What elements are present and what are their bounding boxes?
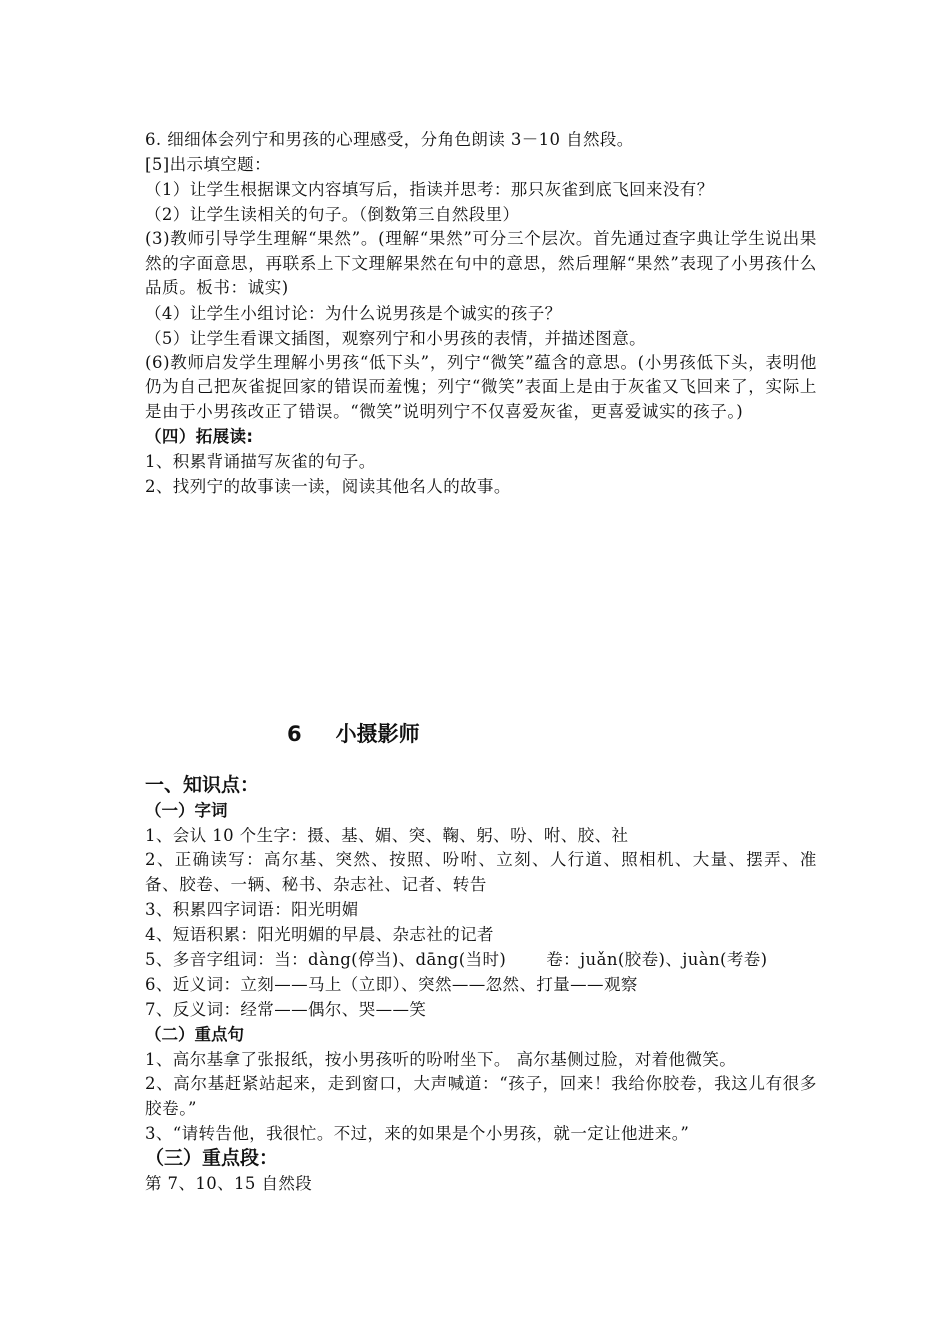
knowledge-section [145, 772, 817, 1196]
sentence-1: 1、高尔基拿了张报纸，按小男孩听的吩咐坐下。 高尔基侧过脸，对着他微笑。 [145, 1050, 737, 1069]
fill-blank-item-5: （5）让学生看课文插图，观察列宁和小男孩的表情，并描述图意。 [145, 328, 646, 348]
lesson-number: 6 [287, 722, 302, 746]
sentences-heading: （二）重点句 [145, 1025, 244, 1044]
words-heading: （一）字词 [145, 801, 228, 820]
extension-item-2: 2、找列宁的故事读一读，阅读其他名人的故事。 [145, 477, 511, 496]
key-paragraphs: 第 7、10、15 自然段 [145, 1174, 313, 1193]
words-item-5 [145, 947, 817, 972]
words-item-2: 2、正确读写：高尔基、突然、按照、吩咐、立刻、人行道、照相机、大量、摆弄、准备、胶卷、一辆、秘书、杂志社、记者、转告 [145, 850, 817, 894]
sentence-2: 2、高尔基赶紧站起来，走到窗口，大声喊道：“孩子，回来！我给你胶卷，我这儿有很多胶卷。” [145, 1074, 817, 1118]
sentence-3: 3、“请转告他，我很忙。不过，来的如果是个小男孩，就一定让他进来。” [145, 1124, 690, 1143]
fill-blank-heading: [5]出示填空题： [145, 155, 271, 174]
polyphone-juan: 卷：juǎn(胶卷)、juàn(考卷) [546, 950, 768, 969]
step-6-line: 6. 细细体会列宁和男孩的心理感受，分角色朗读 3－10 自然段。 [145, 130, 634, 149]
extension-item-1: 1、积累背诵描写灰雀的句子。 [145, 452, 376, 471]
words-item-3: 3、积累四字词语：阳光明媚 [145, 900, 359, 919]
fill-blank-item-3: (3)教师引导学生理解“果然”。(理解“果然”可分三个层次。首先通过查字典让学生说出果然的字面意思，再联系上下文理解果然在句中的意思，然后理解“果然”表现了小男孩什么品质。板书：诚实) [145, 229, 817, 297]
paragraphs-heading: （三）重点段： [145, 1147, 279, 1169]
words-item-1: 1、会认 10 个生字：摄、基、媚、突、鞠、躬、吩、咐、胶、社 [145, 826, 629, 845]
words-item-7: 7、反义词：经常——偶尔、哭——笑 [145, 1000, 427, 1019]
previous-lesson-section [145, 127, 817, 499]
lesson-title [287, 718, 420, 748]
fill-blank-item-6: (6)教师启发学生理解小男孩“低下头”，列宁“微笑”蕴含的意思。(小男孩低下头，表明他仍为自己把灰雀捉回家的错误而羞愧；列宁“微笑”表面上是由于灰雀又飞回来了，实际上是由于小男孩改正了错误。“微笑”说明列宁不仅喜爱灰雀，更喜爱诚实的孩子。) [145, 352, 817, 421]
extension-reading-heading: （四）拓展读: [145, 427, 254, 446]
knowledge-heading: 一、知识点： [145, 774, 260, 796]
words-item-4: 4、短语积累：阳光明媚的早晨、杂志社的记者 [145, 925, 494, 944]
fill-blank-item-4: （4）让学生小组讨论：为什么说男孩是个诚实的孩子？ [145, 303, 562, 323]
lesson-title-text: 小摄影师 [335, 722, 420, 746]
fill-blank-item-2: （2）让学生读相关的句子。（倒数第三自然段里） [145, 205, 520, 224]
polyphone-dang: 5、多音字组词：当：dàng(停当)、dāng(当时) [145, 950, 507, 969]
fill-blank-item-1: （1）让学生根据课文内容填写后，指读并思考：那只灰雀到底飞回来没有？ [145, 180, 714, 199]
words-item-6: 6、近义词：立刻——马上（立即）、突然——忽然、打量——观察 [145, 975, 638, 994]
